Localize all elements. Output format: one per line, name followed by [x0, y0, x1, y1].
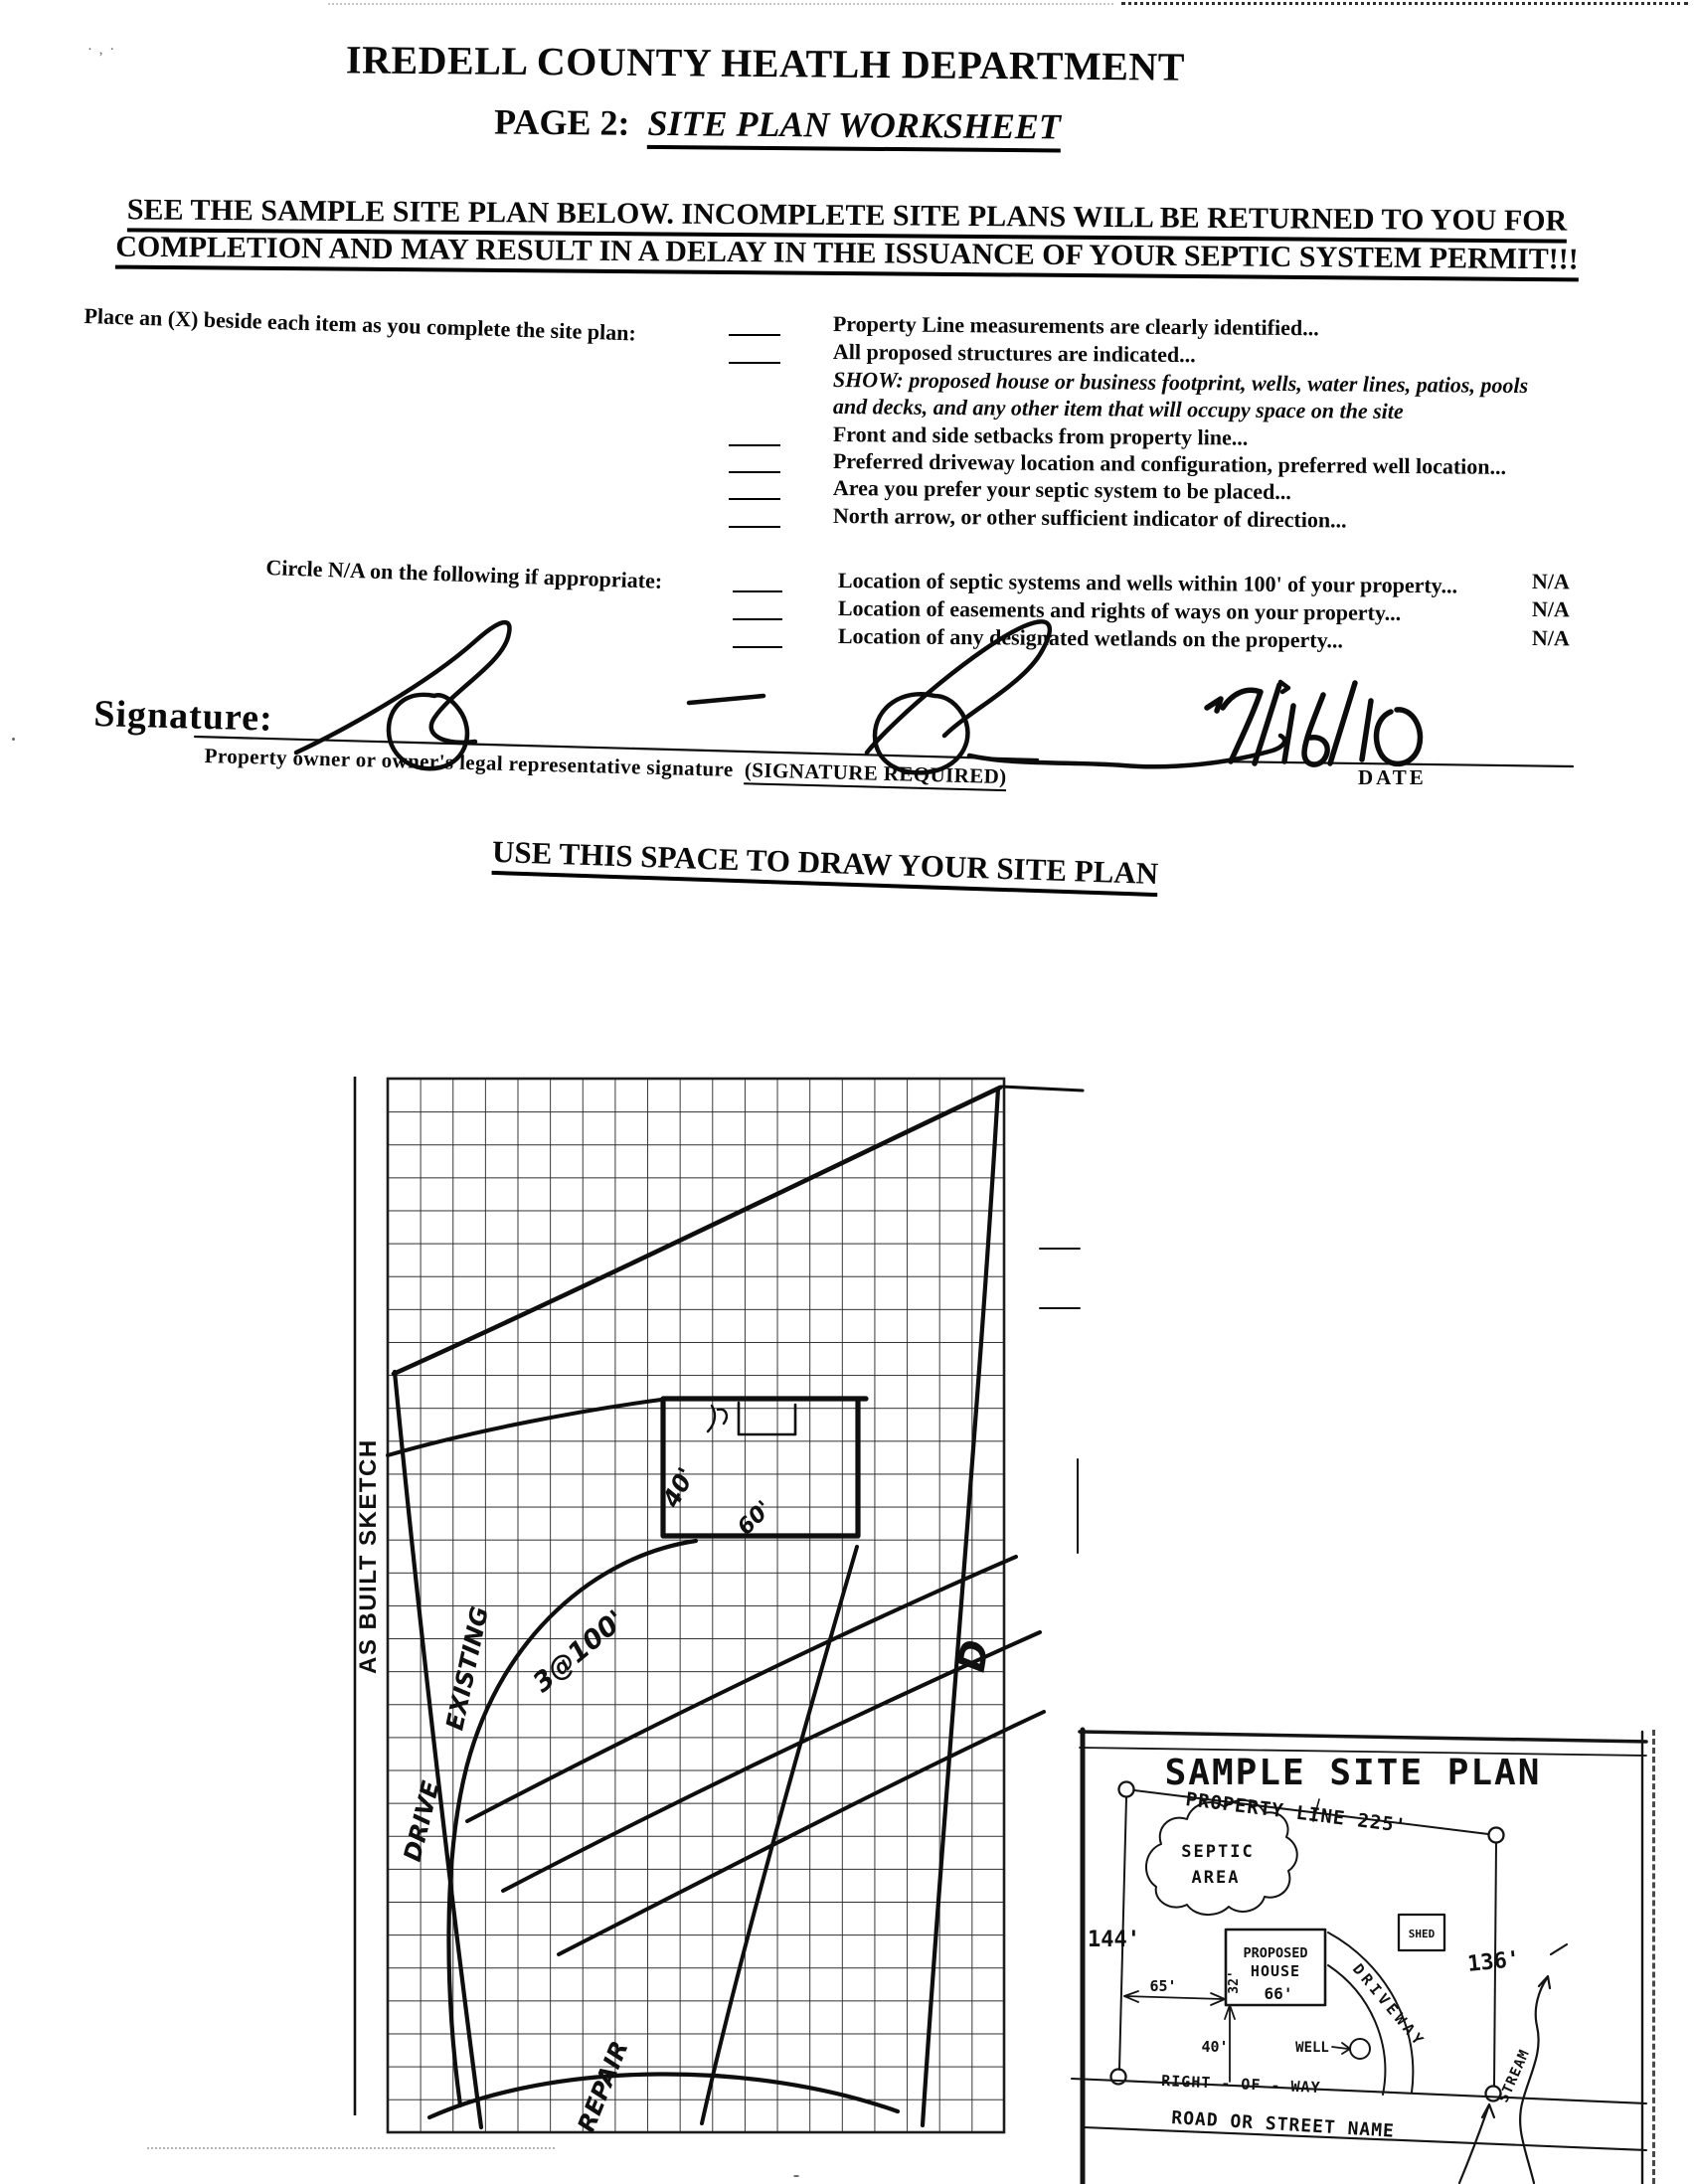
left-dim-label: 144'	[1088, 1928, 1140, 1952]
draw-space-heading: USE THIS SPACE TO DRAW YOUR SITE PLAN	[427, 832, 1224, 900]
checklist-item-show-note-2: and decks, and any other item that will occupy space on the site	[832, 394, 1404, 424]
scan-speck-marks: · , ·	[87, 42, 115, 58]
as-built-label: AS BUILT SKETCH	[355, 1438, 382, 1674]
handwritten-date	[1207, 683, 1420, 764]
annotation-repair: REPAIR	[572, 2037, 634, 2136]
na-option: N/A	[1531, 625, 1570, 651]
na-option: N/A	[1531, 596, 1570, 622]
sample-site-plan	[1064, 1705, 1694, 2184]
checklist-blank-2	[729, 362, 780, 364]
septic-area-label-1: SEPTIC	[1181, 1842, 1255, 1862]
annotation-60ft: 60'	[733, 1496, 777, 1541]
page-number-label: PAGE 2:	[493, 101, 630, 143]
scan-dotted-edge-top-faint	[328, 3, 1113, 5]
well-label: WELL	[1295, 2040, 1329, 2056]
road-label: ROAD OR STREET NAME	[1170, 2107, 1396, 2142]
house-depth-label: 32'	[1227, 1970, 1242, 1994]
na-item: Location of easements and rights of ways on your property...	[837, 595, 1402, 625]
annotation-existing: EXISTING	[440, 1603, 494, 1733]
checklist-item: Area you prefer your septic system to be placed...	[832, 475, 1291, 505]
checklist-blank-3	[729, 444, 780, 446]
scan-speck	[12, 738, 15, 741]
na-item: Location of septic systems and wells within 100' of your property...	[837, 568, 1458, 598]
checklist-item: North arrow, or other sufficient indicator of direction...	[832, 503, 1347, 533]
na-instruction: Circle N/A on the following if appropriate:	[265, 555, 663, 593]
annotation-40ft: 40'	[657, 1462, 701, 1512]
right-dim-label: 136'	[1466, 1946, 1522, 1977]
worksheet-title: SITE PLAN WORKSHEET	[647, 102, 1061, 153]
house-label-2: HOUSE	[1250, 1962, 1301, 1980]
warning-line-1: SEE THE SAMPLE SITE PLAN BELOW. INCOMPLETE SITE PLANS WILL BE RETURNED TO YOU FOR	[0, 192, 1694, 244]
driveway-label: DRIVEWAY	[1348, 1960, 1430, 2052]
annotation-drive: DRIVE	[398, 1777, 445, 1865]
checklist-blank-6	[729, 526, 780, 528]
stream-label: STREAM	[1495, 2047, 1534, 2105]
page-subtitle	[0, 96, 1555, 157]
septic-area-label-2: AREA	[1191, 1868, 1241, 1888]
scan-speck	[793, 2175, 799, 2177]
checklist-item: Property Line measurements are clearly identified...	[832, 311, 1319, 341]
sample-box-top-border	[1080, 1732, 1646, 1742]
checklist-item: Front and side setbacks from property line...	[832, 421, 1249, 450]
house-width-label: 66'	[1264, 1984, 1293, 2003]
signature-required-note: (SIGNATURE REQUIRED)	[745, 757, 1007, 791]
checklist-blank-4	[729, 471, 780, 473]
signature-label: Signature:	[92, 692, 274, 740]
as-built-sketch	[328, 1064, 1098, 2169]
dim-40-label: 40'	[1201, 2038, 1229, 2056]
na-item: Location of any designated wetlands on the property...	[837, 623, 1344, 653]
dim-65-label: 65'	[1149, 1977, 1177, 1995]
sample-plan-title: SAMPLE SITE PLAN	[1164, 1753, 1542, 1793]
checklist-item: All proposed structures are indicated...	[832, 339, 1196, 368]
page-title: IREDELL COUNTY HEATLH DEPARTMENT	[345, 37, 1186, 89]
graph-paper-grid	[388, 1079, 1004, 2132]
right-of-way-label: RIGHT - OF - WAY	[1160, 2072, 1321, 2097]
signature-caption: Property owner or owner's legal representative signature (SIGNATURE REQUIRED)	[204, 744, 1007, 791]
warning-line-2: COMPLETION AND MAY RESULT IN A DELAY IN THE ISSUANCE OF YOUR SEPTIC SYSTEM PERMIT!!!	[0, 230, 1694, 283]
checklist-item-show-note: SHOW: proposed house or business footprint, wells, water lines, patios, pools	[832, 367, 1529, 399]
property-line-label: PROPERTY LINE 225'	[1184, 1788, 1409, 1838]
na-option: N/A	[1531, 569, 1570, 594]
well-circle	[1350, 2039, 1370, 2059]
checklist-instruction: Place an (X) beside each item as you complete the site plan:	[84, 303, 637, 346]
shed-label: SHED	[1408, 1928, 1436, 1940]
date-label: DATE	[1358, 765, 1427, 789]
annotation-septic-lines: 3@100'	[527, 1604, 631, 1699]
checklist-blank-1	[729, 334, 780, 336]
house-label-1: PROPOSED	[1243, 1945, 1308, 1961]
annotation-d-mark: D	[948, 1636, 998, 1676]
sample-plan-labels	[1088, 1753, 1541, 2142]
checklist-item: Preferred driveway location and configuration, preferred well location...	[832, 448, 1507, 479]
scan-dotted-edge-top	[1121, 2, 1688, 5]
well-pointer	[1332, 2043, 1350, 2054]
checklist-blank-5	[729, 498, 780, 500]
